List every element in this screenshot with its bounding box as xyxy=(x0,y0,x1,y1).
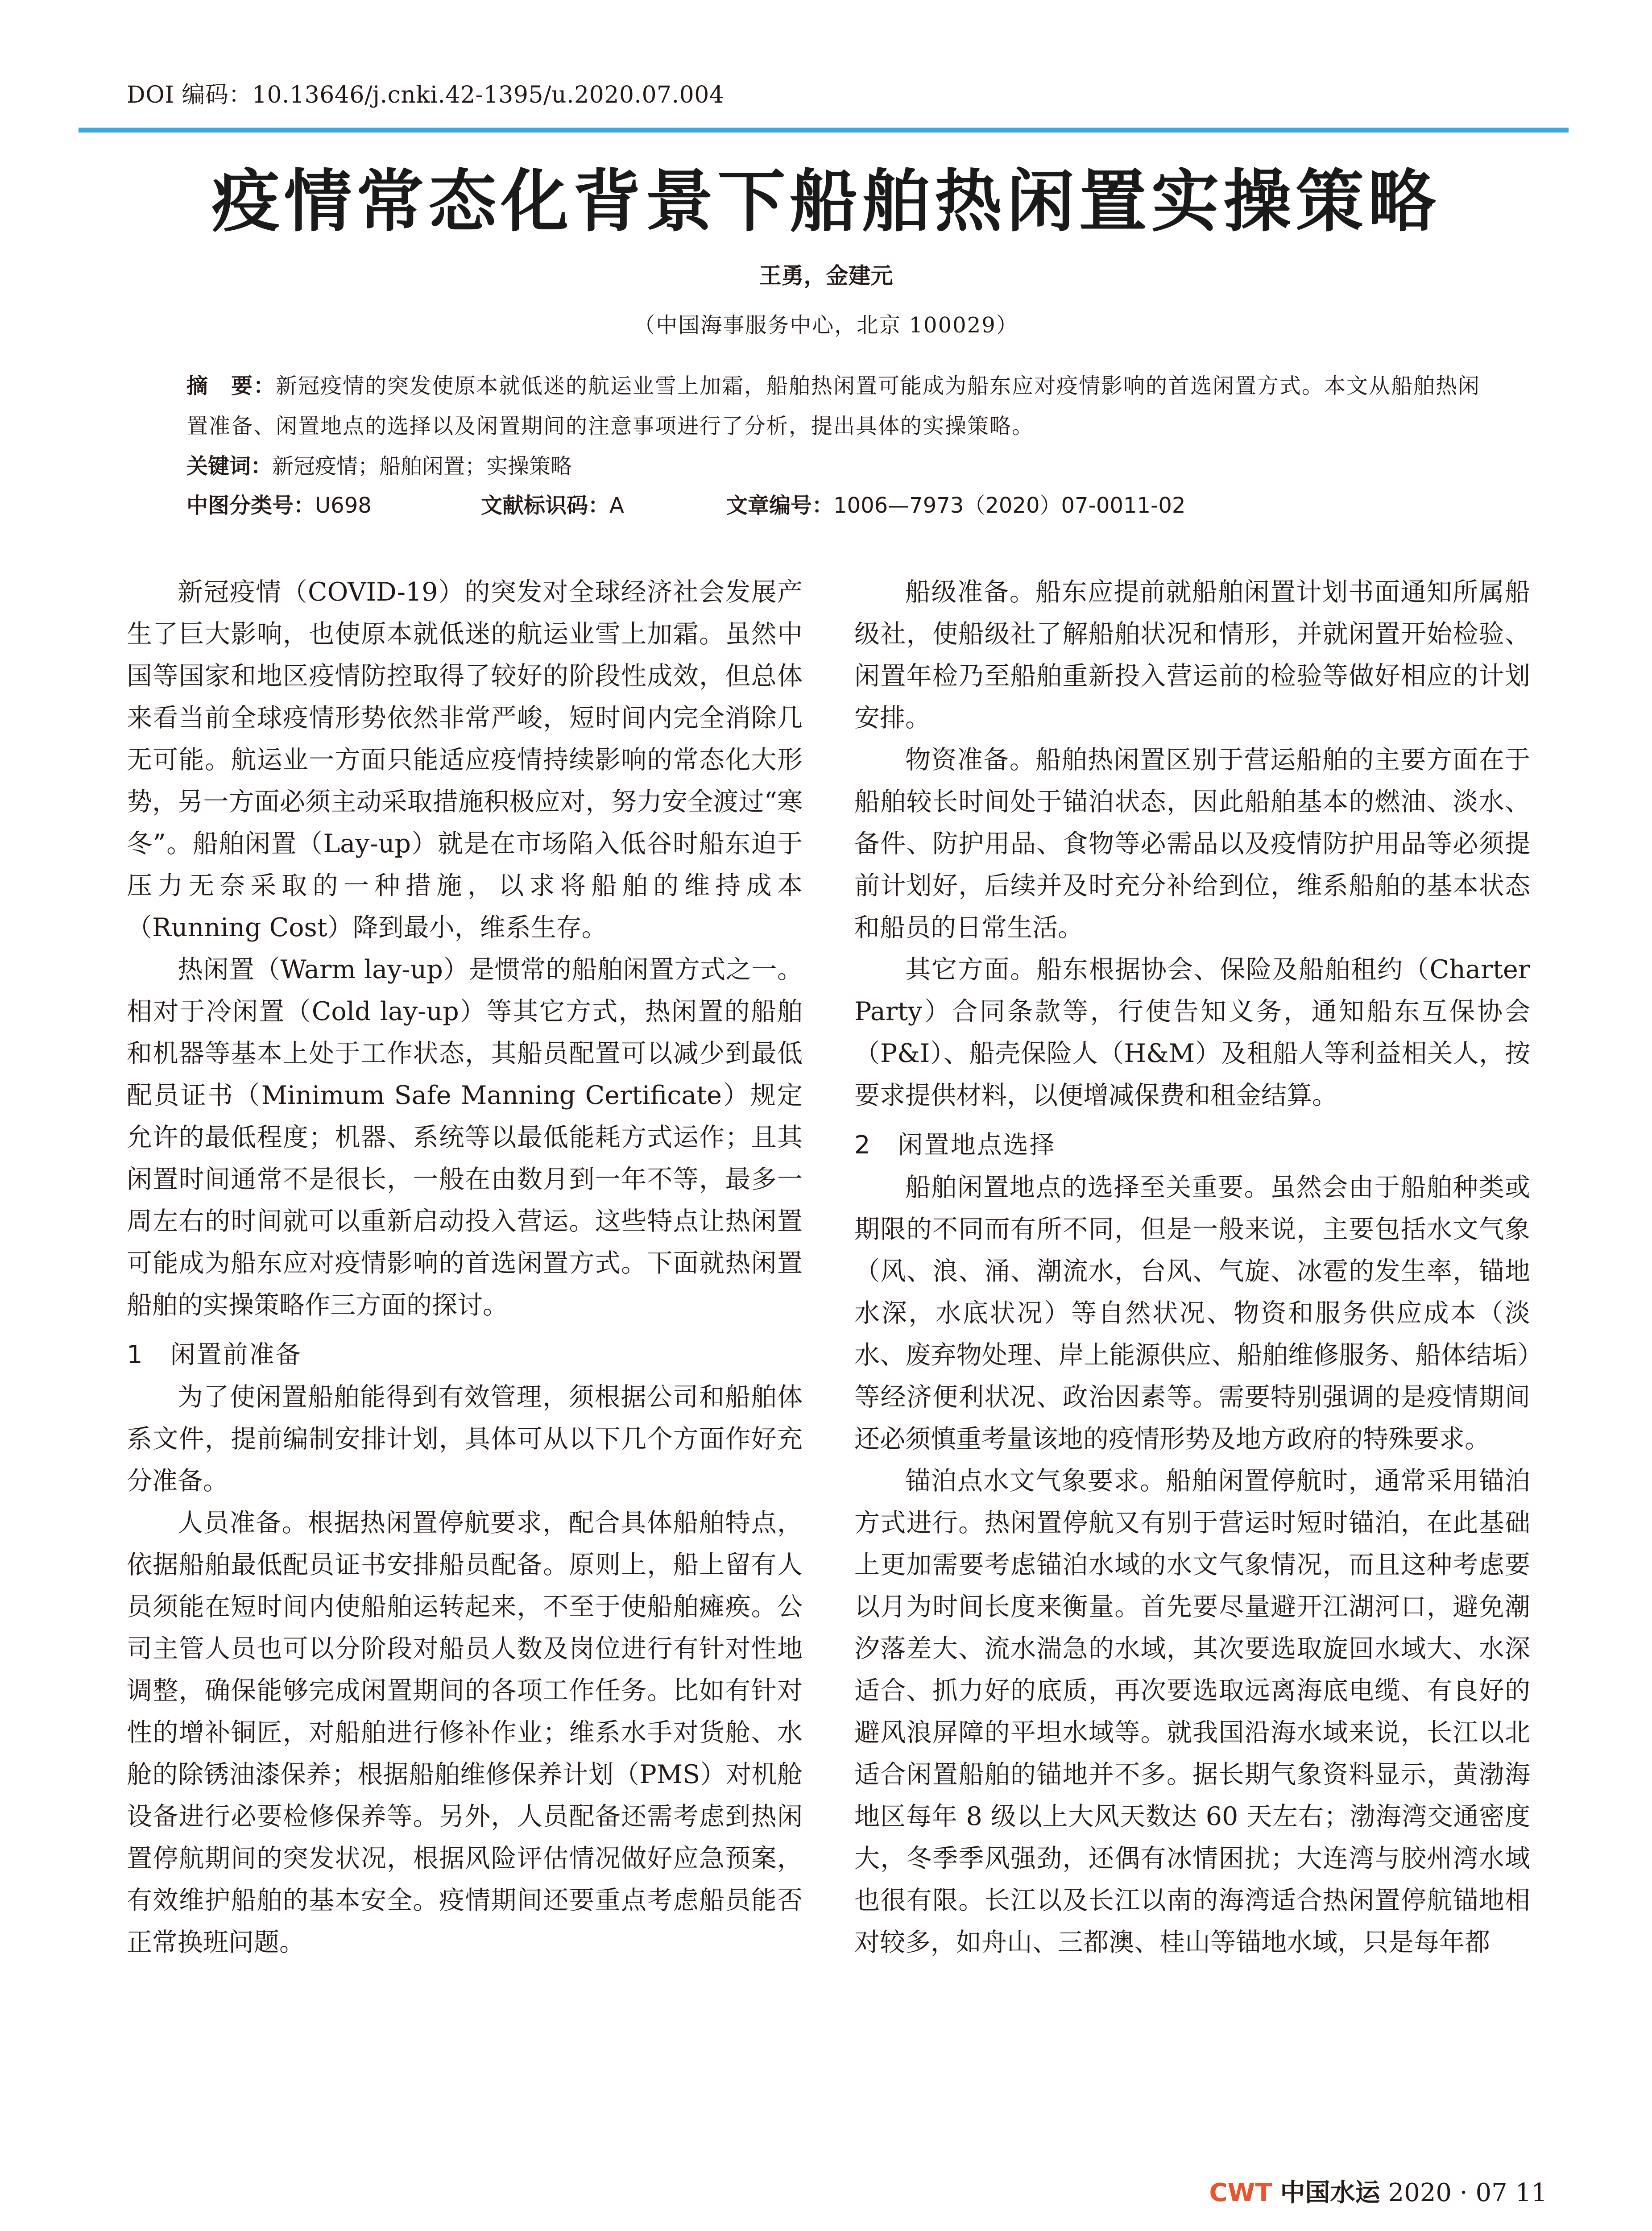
keywords-text: 新冠疫情；船舶闲置；实操策略 xyxy=(272,454,572,479)
article-affiliation: （中国海事服务中心，北京 100029） xyxy=(633,313,1019,338)
clc-value: U698 xyxy=(315,493,372,518)
issue-number: 2020 · 07 xyxy=(1388,2178,1507,2207)
articleno-label: 文章编号： xyxy=(726,493,834,518)
page-footer xyxy=(1209,2173,1547,2209)
body-paragraph: 热闲置（Warm lay-up）是惯常的船舶闲置方式之一。相对于冷闲置（Cold lay-up）等其它方式，热闲置的船舶和机器等基本上处于工作状态，其船员配置可以减少到最低配员证书（Minimum Safe Manning Certificate）规定允许的最低程度；机器、系统等以最低能耗方式运作；且其闲置时间通常不是很长，一般在由数月到一年不等，最多一周左右的时间就可以重新启动投入营运。这些特点让热闲置可能成为船东应对疫情影响的首选闲置方式。下面就热闲置船舶的实操策略作三方面的探讨。 xyxy=(127,955,803,1320)
doccode-field xyxy=(481,485,726,526)
body-paragraph: 船舶闲置地点的选择至关重要。虽然会由于船舶种类或期限的不同而有所不同，但是一般来说，主要包括水文气象（风、浪、涌、潮流水，台风、气旋、冰雹的发生率，锚地水深，水底状况）等自然状况、物资和服务供应成本（淡水、废弃物处理、岸上能源供应、船舶维修服务、船体结垢）等经济便利状况、政治因素等。需要特别强调的是疫情期间还必须慎重考量该地的疫情形势及地方政府的特殊要求。 xyxy=(854,1173,1530,1454)
keywords xyxy=(186,446,1498,486)
page-number: 11 xyxy=(1515,2178,1547,2207)
abstract-text: 新冠疫情的突发使原本就低迷的航运业雪上加霜，船舶热闲置可能成为船东应对疫情影响的首选闲置方式。本文从船舶热闲置准备、闲置地点的选择以及闲置期间的注意事项进行了分析，提出具体的实操策略。 xyxy=(186,373,1481,439)
doi-line: DOI 编码：10.13646/j.cnki.42-1395/u.2020.07.004 xyxy=(127,82,725,108)
keywords-label: 关键词： xyxy=(186,454,273,479)
articleno-value: 1006—7973（2020）07-0011-02 xyxy=(833,493,1186,518)
magazine-name: 中国水运 xyxy=(1280,2178,1380,2207)
body-paragraph: 船级准备。船东应提前就船舶闲置计划书面通知所属船级社，使船级社了解船舶状况和情形，并就闲置开始检验、闲置年检乃至船舶重新投入营运前的检验等做好相应的计划安排。 xyxy=(854,577,1530,733)
articleno-field xyxy=(726,485,1185,526)
article-authors: 王勇，金建元 xyxy=(759,263,893,289)
body-column-left xyxy=(127,571,803,1963)
header-rule xyxy=(79,128,1569,133)
body-paragraph: 其它方面。船东根据协会、保险及船舶租约（Charter Party）合同条款等，行使告知义务，通知船东互保协会（P&I）、船壳保险人（H&M）及租船人等利益相关人，按要求提供材料，以便增减保费和租金结算。 xyxy=(854,955,1530,1110)
doccode-value: A xyxy=(609,493,624,518)
abstract xyxy=(186,366,1498,446)
classification-line xyxy=(186,485,1498,526)
abstract-label: 摘 要： xyxy=(186,373,276,398)
body-paragraph: 锚泊点水文气象要求。船舶闲置停航时，通常采用锚泊方式进行。热闲置停航又有别于营运时短时锚泊，在此基础上更加需要考虑锚泊水域的水文气象情况，而且这种考虑要以月为时间长度来衡量。首先要尽量避开江湖河口，避免潮汐落差大、流水湍急的水域，其次要选取旋回水域大、水深适合、抓力好的底质，再次要选取远离海底电缆、有良好的避风浪屏障的平坦水域等。就我国沿海水域来说，长江以北适合闲置船舶的锚地并不多。据长期气象资料显示，黄渤海地区每年 8 级以上大风天数达 60 天左右；渤海湾交通密度大，冬季季风强劲，还偶有冰情困扰；大连湾与胶州湾水域也很有限。长江以及长江以南的海湾适合热闲置停航锚地相对较多，如舟山、三都澳、桂山等锚地水域，只是每年都 xyxy=(854,1466,1530,1957)
article-title: 疫情常态化背景下船舶热闲置实操策略 xyxy=(211,161,1441,241)
clc-field xyxy=(186,485,481,526)
doccode-label: 文献标识码： xyxy=(481,493,610,518)
clc-label: 中图分类号： xyxy=(186,493,315,518)
section-heading: 2 闲置地点选择 xyxy=(854,1131,1056,1160)
body-paragraph: 人员准备。根据热闲置停航要求，配合具体船舶特点，依据船舶最低配员证书安排船员配备。原则上，船上留有人员须能在短时间内使船舶运转起来，不至于使船舶瘫痪。公司主管人员也可以分阶段对船员人数及岗位进行有针对性地调整，确保能够完成闲置期间的各项工作任务。比如有针对性的增补铜匠，对船舶进行修补作业；维系水手对货舱、水舱的除锈油漆保养；根据船舶维修保养计划（PMS）对机舱设备进行必要检修保养等。另外，人员配备还需考虑到热闲置停航期间的突发状况，根据风险评估情况做好应急预案，有效维护船舶的基本安全。疫情期间还要重点考虑船员能否正常换班问题。 xyxy=(127,1508,803,1957)
section-heading: 1 闲置前准备 xyxy=(127,1340,302,1369)
body-paragraph: 物资准备。船舶热闲置区别于营运船舶的主要方面在于船舶较长时间处于锚泊状态，因此船舶基本的燃油、淡水、备件、防护用品、食物等必需品以及疫情防护用品等必须提前计划好，后续并及时充分补给到位，维系船舶的基本状态和船员的日常生活。 xyxy=(854,745,1530,942)
body-paragraph: 新冠疫情（COVID-19）的突发对全球经济社会发展产生了巨大影响，也使原本就低迷的航运业雪上加霜。虽然中国等国家和地区疫情防控取得了较好的阶段性成效，但总体来看当前全球疫情形势依然非常严峻，短时间内完全消除几无可能。航运业一方面只能适应疫情持续影响的常态化大形势，另一方面必须主动采取措施积极应对，努力安全渡过“寒冬”。船舶闲置（Lay-up）就是在市场陷入低谷时船东迫于压力无奈采取的一种措施，以求将船舶的维持成本（Running Cost）降到最小，维系生存。 xyxy=(127,577,803,942)
body-column-right xyxy=(854,571,1530,1963)
cwt-logo: CWT xyxy=(1209,2178,1272,2207)
body-paragraph: 为了使闲置船舶能得到有效管理，须根据公司和船舶体系文件，提前编制安排计划，具体可从以下几个方面作好充分准备。 xyxy=(127,1382,803,1496)
